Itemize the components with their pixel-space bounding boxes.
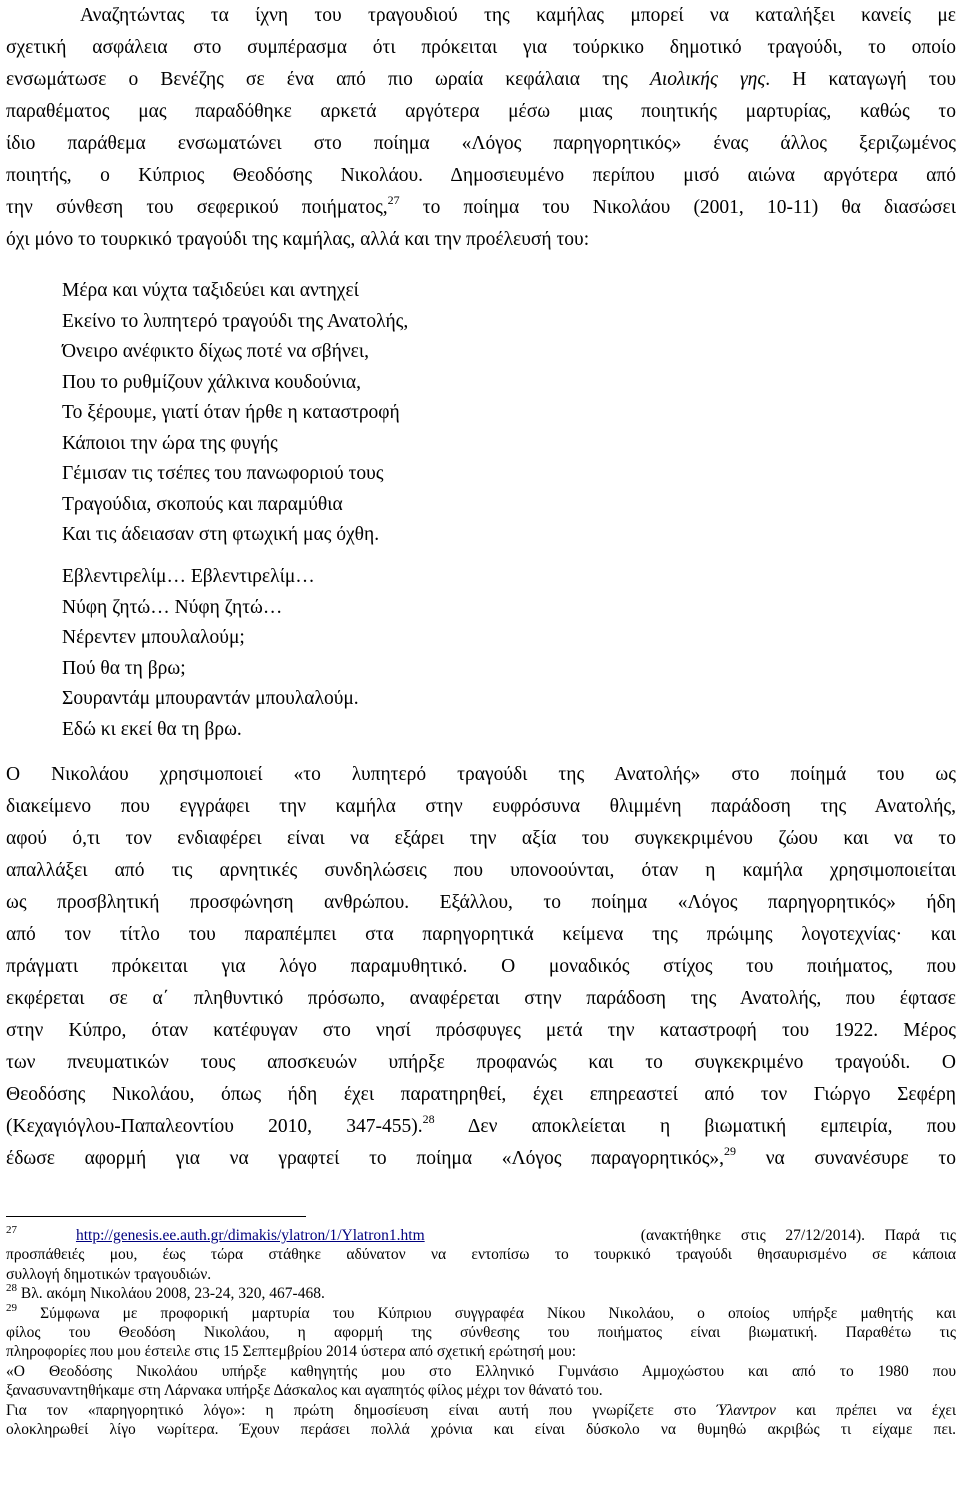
text-line: εκφέρεται σε α΄ πληθυντικό πρόσωπο, αναφέρεται στην παράδοση της Ανατολής, που έφτασε — [6, 988, 956, 1009]
poem-verse: Τραγούδια, σκοπούς και παραμύθια — [62, 493, 343, 515]
text-line: ίδιο παράθεμα ενσωματώνει στο ποίημα «Λόγος παρηγορητικός» ένας άλλος ξεριζωμένος — [6, 133, 956, 154]
footnote-number: 29 — [6, 1301, 17, 1314]
text-line: όχι μόνο το τουρκικό τραγούδι της καμήλας, αλλά και την προέλευσή του: — [6, 229, 590, 250]
poem-verse: Νέρεντεν μπουλαλούμ; — [62, 627, 245, 648]
footnote-line: ολοκληρωθεί λίγο νωρίτερα. Έχουν περάσει πολλά χρόνια και είναι δύσκολο να θυμηθώ ακριβώς τι είχαμε πει. — [6, 1421, 956, 1439]
footnote-number: 27 — [6, 1224, 17, 1236]
poem-verse: Το ξέρουμε, γιατί όταν ήρθε η καταστροφή — [62, 402, 400, 423]
footnote-line: ξανασυναντηθήκαμε στη Λάρνακα υπήρξε Δάσκαλος και αγαπητός φίλος μέχρι τον θάνατό του. — [6, 1382, 603, 1400]
text-line: Αναζητώντας τα ίχνη του τραγουδιού της καμήλας μπορεί να καταλήξει κανείς με — [80, 5, 956, 26]
poem-verse: Που το ρυθμίζουν χάλκινα κουδούνια, — [62, 371, 361, 393]
footnote-28 — [6, 1284, 956, 1303]
text-line: ενσωμάτωσε ο Βενέζης σε ένα από πιο ωραία κεφάλαια της Αιολικής γης. Η καταγωγή του — [6, 69, 956, 90]
text-line: ποιητής, ο Κύπριος Θεοδόσης Νικολάου. Δημοσιευμένο περίπου μισό αιώνα αργότερα από — [6, 165, 956, 186]
poem-verse: Εκείνο το λυπητερό τραγούδι της Ανατολής, — [62, 310, 409, 332]
poem-verse: Εδώ κι εκεί θα τη βρω. — [62, 718, 242, 740]
poem-verse: Όνειρο ανέφικτο δίχως ποτέ να σβήνει, — [62, 341, 369, 362]
italic-title: Αιολικής γης — [649, 69, 766, 90]
footnote-separator — [6, 1216, 306, 1217]
poem-stanza-2 — [62, 562, 359, 745]
footnote-line: προσπάθειές μου, έως τώρα στάθηκε αδύνατον να εντοπίσω το τουρκικό τραγούδι θησαυρισμένο σε κάποια — [6, 1246, 956, 1264]
poem-verse: Εβλεντιρελίμ… Εβλεντιρελίμ… — [62, 566, 315, 587]
footnote-ref-27[interactable]: 27 — [387, 193, 400, 207]
text-line: Θεοδόσης Νικολάου, όπως ήδη έχει παρατηρηθεί, έχει επηρεαστεί από τον Γιώργο Σεφέρη — [6, 1084, 956, 1105]
footnote-ref-28[interactable]: 28 — [422, 1112, 435, 1126]
footnotes — [6, 1226, 956, 1439]
poem-verse: Κάποιοι την ώρα της φυγής — [62, 432, 278, 454]
text-line: στην Κύπρο, όταν κατέφυγαν στο νησί πρόσφυγες μετά την καταστροφή του 1922. Μέρος — [6, 1020, 956, 1041]
text-line: απαλλάξει από τις αρνητικές συνδηλώσεις που υπονοούνται, όταν η καμήλα χρησιμοποιείται — [6, 860, 956, 881]
text-line: αφού ό,τι τον ενδιαφέρει είναι να εξάρει την αξία του συγκεκριμένου ζώου και να το — [6, 828, 956, 849]
poem-verse: Γέμισαν τις τσέπες του πανωφοριού τους — [62, 463, 384, 484]
text-line: πράγματι πρόκειται για λόγο παραμυθητικό. Ο μοναδικός στίχος του ποιήματος, που — [6, 956, 956, 977]
poem-verse: Και τις άδειασαν στη φτωχική μας όχθη. — [62, 524, 380, 545]
footnote-line: συλλογή δημοτικών τραγουδιών. — [6, 1265, 212, 1283]
footnote-line: «Ο Θεοδόσης Νικολάου υπήρξε καθηγητής μου στο Ελληνικό Γυμνάσιο Αμμοχώστου και από το 1980 που — [6, 1362, 956, 1380]
footnote-line: φίλος του Θεοδόση Νικολάου, η αφορμή της σύνθεσης του ποιήματος είναι βιωματική. Παραθέτω τις — [6, 1324, 956, 1342]
footnote-line: $^{27}$ http://genesis.ee.auth.gr/dimakis/ylatron/1/Ylatron1.htm (ανακτήθηκε στις 27/12/2014). Παρά τις — [6, 1224, 957, 1244]
footnote-ref-29[interactable]: 29 — [724, 1144, 737, 1158]
paragraph-1 — [6, 0, 956, 256]
poem-verse: Νύφη ζητώ… Νύφη ζητώ… — [62, 596, 283, 618]
poem-verse: Σουραντάμ μπουραντάν μπουλαλούμ. — [62, 688, 359, 709]
text-line: διακείμενο που εγγράφει την καμήλα στην ευφρόσυνα θλιμμένη παράδοση της Ανατολής, — [6, 796, 956, 817]
footnote-29 — [6, 1301, 957, 1440]
footnote-line: πληροφορίες που μου έστειλε στις 15 Σεπτεμβρίου 2014 ύστερα από σχετική ερώτησή μου: — [6, 1343, 576, 1361]
footnote-number: 28 — [6, 1282, 17, 1295]
footnote-link[interactable]: http://genesis.ee.auth.gr/dimakis/ylatron/1/Ylatron1.htm — [75, 1227, 425, 1244]
footnote-line: $^{29}$ Σύμφωνα με προφορική μαρτυρία του Κύπριου συγγραφέα Νίκου Νικολάου, ο οποίος υπήρξε μαθητής και — [6, 1301, 957, 1322]
text-line: έδωσε αφορμή για να γραφτεί το ποίημα «Λόγος παραγορητικός»,$^{29}$ να συνανέσυρε το — [6, 1144, 956, 1169]
poem-verse: Μέρα και νύχτα ταξιδεύει και αντηχεί — [62, 280, 359, 301]
text-line: την σύνθεση του σεφερικού ποιήματος,$^{27}$ το ποίημα του Νικολάου (2001, 10-11) θα διασώσει — [6, 193, 956, 218]
footnote-27 — [6, 1226, 956, 1284]
text-line: από τον τίτλο του παραπέμπει στα παρηγορητικά κείμενα της πρώιμης λογοτεχνίας· και — [6, 924, 956, 945]
italic-title: Ύλαντρον — [716, 1401, 776, 1419]
poem-verse: Πού θα τη βρω; — [62, 657, 186, 679]
footnote-line: $^{28}$ Βλ. ακόμη Νικολάου 2008, 23-24, 320, 467-468. — [6, 1282, 325, 1303]
text-line: παραθέματος μας παραδόθηκε αρκετά αργότερα μέσω μιας ποιητικής μαρτυρίας, καθώς το — [6, 101, 956, 122]
text-line: σχετική ασφάλεια στο συμπέρασμα ότι πρόκειται για τούρκικο δημοτικό τραγούδι, το οποίο — [6, 37, 956, 58]
text-line: Ο Νικολάου χρησιμοποιεί «το λυπητερό τραγούδι της Ανατολής» στο ποίημά του ως — [6, 764, 956, 785]
text-line: των πνευματικών τους αποσκευών υπήρξε προφανώς και το συγκεκριμένο τραγούδι. Ο — [6, 1052, 956, 1073]
text-line: (Κεχαγιόγλου-Παπαλεοντίου 2010, 347-455).$^{28}$ Δεν αποκλείεται η βιωματική εμπειρία, που — [6, 1112, 956, 1137]
text-line: ως προσβλητική προσφώνηση ανθρώπου. Εξάλλου, το ποίημα «Λόγος παρηγορητικός» ήδη — [6, 892, 956, 913]
poem-stanza-1 — [62, 276, 408, 551]
paragraph-2 — [6, 759, 956, 1175]
footnote-line: Για τον «παρηγορητικό λόγο»: η πρώτη δημοσίευση είναι αυτή που γνωρίζετε στο Ύλαντρον και πρέπει να έχει — [6, 1401, 956, 1419]
